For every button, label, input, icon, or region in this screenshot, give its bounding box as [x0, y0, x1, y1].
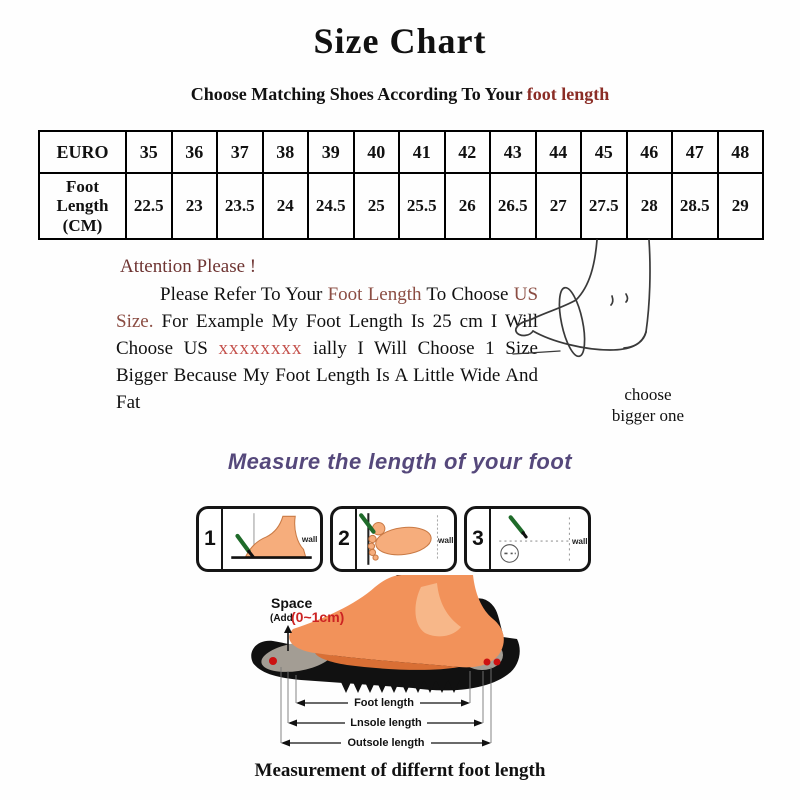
- insole-length-label: Lnsole length: [350, 717, 422, 729]
- size-table: [38, 130, 764, 240]
- table-cell: 48: [718, 131, 764, 173]
- table-cell: 42: [445, 131, 491, 173]
- subtitle-highlight: foot length: [526, 84, 610, 104]
- add-label: (Add: [270, 613, 293, 624]
- table-cell: 23.5: [217, 173, 263, 239]
- table-cell: 24: [263, 173, 309, 239]
- outsole-length-label: Outsole length: [347, 737, 425, 749]
- table-row-foot-length: [39, 173, 763, 239]
- step1-number: 1: [199, 509, 223, 569]
- table-cell: 38: [263, 131, 309, 173]
- heel-marker-dot: [484, 659, 491, 666]
- step3-panel: [464, 506, 591, 572]
- sketch-caption-line2: bigger one: [611, 406, 685, 426]
- attention-paragraph: [116, 282, 538, 417]
- pen-icon: [237, 536, 248, 551]
- table-cell: 23: [172, 173, 218, 239]
- table-cell: 46: [627, 131, 673, 173]
- subtitle: [0, 84, 800, 105]
- table-cell: 25: [354, 173, 400, 239]
- attention-foot-length: Foot Length: [327, 283, 422, 305]
- table-cell: 27.5: [581, 173, 627, 239]
- table-cell: 44: [536, 131, 582, 173]
- table-cell: 29: [718, 173, 764, 239]
- table-cell: 28.5: [672, 173, 718, 239]
- step3-number: 3: [467, 509, 491, 569]
- range-label: (0~1cm): [291, 609, 345, 625]
- table-cell: 24.5: [308, 173, 354, 239]
- table-cell: 36: [172, 131, 218, 173]
- table-cell: 47: [672, 131, 718, 173]
- outsole-length-measure: [281, 735, 491, 749]
- table-cell: 28: [627, 173, 673, 239]
- measure-heading: Measure the length of your foot: [227, 449, 573, 474]
- up-arrow-icon: [284, 625, 292, 633]
- attention-us-size: US Size.: [116, 283, 539, 332]
- table-cell: 22.5: [126, 173, 172, 239]
- table-cell: 41: [399, 131, 445, 173]
- wall-label: wall: [301, 535, 318, 545]
- toe-marker-dot: [269, 657, 277, 665]
- step2-panel: [330, 506, 457, 572]
- wall-label: wall: [571, 537, 588, 547]
- wall-label: wall: [437, 536, 454, 546]
- foot-length-measure: [296, 695, 470, 709]
- table-cell: 45: [581, 131, 627, 173]
- attention-text: Please Refer To Your: [160, 283, 328, 305]
- table-cell: 37: [217, 131, 263, 173]
- page-title: Size Chart: [313, 21, 487, 61]
- table-cell: 25.5: [399, 173, 445, 239]
- shoe-measurement-diagram: [235, 575, 565, 770]
- step1-panel: [196, 506, 323, 572]
- sketch-caption-line1: choose: [624, 385, 672, 404]
- table-cell: 43: [490, 131, 536, 173]
- insole-length-measure: [288, 715, 483, 729]
- step2-diagram-icon: [357, 509, 454, 569]
- table-cell: 26.5: [490, 173, 536, 239]
- step1-diagram-icon: [223, 509, 320, 569]
- attention-heading: Attention Please !: [120, 256, 257, 277]
- step3-diagram-icon: [491, 509, 588, 569]
- attention-text: To Choose: [421, 283, 514, 305]
- sketch-caption: [578, 384, 718, 427]
- foot-sketch-icon: [500, 238, 730, 390]
- table-cell: 40: [354, 131, 400, 173]
- table-row-euro: [39, 131, 763, 173]
- pen-icon: [511, 517, 523, 532]
- attention-text: For Example My Foot Length Is 25 cm I Will Choose US: [116, 310, 538, 359]
- table-header-euro: EURO: [39, 131, 126, 173]
- subtitle-text: Choose Matching Shoes According To Your: [190, 84, 527, 104]
- table-cell: 39: [308, 131, 354, 173]
- table-cell: 26: [445, 173, 491, 239]
- bottom-caption: Measurement of differnt foot length: [254, 760, 546, 781]
- table-cell: 35: [126, 131, 172, 173]
- attention-text: ially I Will Choose 1 Size Bigger Because My Foot Length Is A Little Wide And Fat: [116, 337, 538, 413]
- space-label: Space: [271, 595, 313, 611]
- step2-number: 2: [333, 509, 357, 569]
- heel-marker-dot: [494, 659, 501, 666]
- foot-length-label: Foot length: [354, 697, 414, 709]
- attention-crossed-out: xxxxxxxx: [218, 337, 303, 359]
- measure-steps: [196, 506, 591, 572]
- attention-block: [116, 254, 538, 417]
- table-header-foot-length: Foot Length (CM): [39, 173, 126, 239]
- table-cell: 27: [536, 173, 582, 239]
